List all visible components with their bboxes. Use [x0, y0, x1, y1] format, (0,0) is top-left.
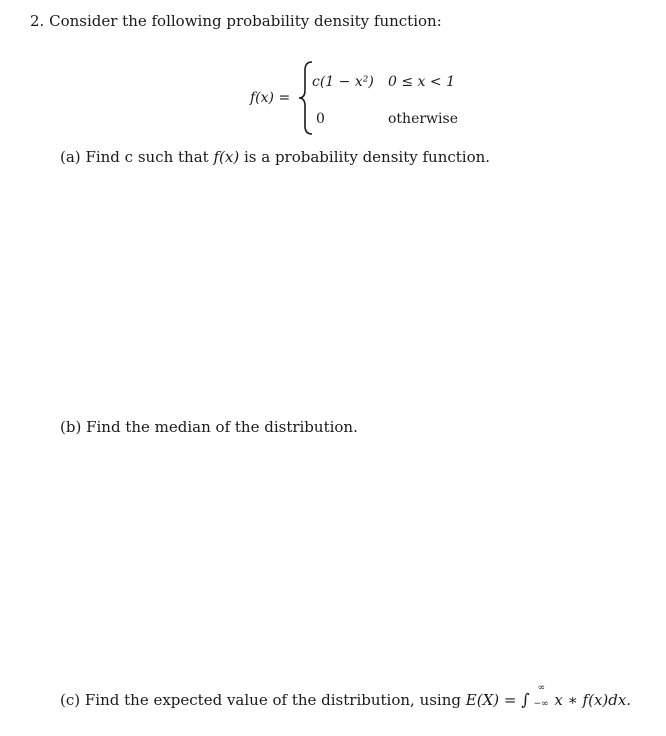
function-label: f(x) = [250, 90, 291, 106]
case1-expression: c(1 − x²) [312, 74, 374, 90]
integral-limits [530, 683, 550, 709]
part-a-label: (a) [60, 148, 81, 166]
part-b [60, 418, 358, 436]
question-header [30, 12, 442, 30]
left-brace-icon [298, 60, 314, 136]
part-b-label: (b) [60, 418, 82, 436]
part-c-math-lhs: E(X) = [465, 691, 517, 709]
part-c [60, 683, 632, 709]
integral-lower-limit: −∞ [533, 699, 549, 709]
part-a-text-after: is a probability density function. [243, 148, 491, 166]
part-c-label: (c) [60, 691, 81, 709]
question-number: 2. [30, 12, 45, 30]
part-a-text-before: Find c such that [85, 148, 209, 166]
case2-condition: otherwise [388, 111, 458, 127]
integral-upper-limit: ∞ [537, 683, 546, 693]
part-c-math-rhs: x ∗ f(x)dx. [554, 691, 632, 709]
integral-symbol: ∫ [521, 690, 530, 709]
part-c-text: Find the expected value of the distribution, using [84, 691, 461, 709]
part-a-math: f(x) [213, 148, 240, 166]
case1-condition: 0 ≤ x < 1 [388, 74, 455, 90]
part-a [60, 148, 490, 166]
case2-expression: 0 [316, 111, 325, 127]
question-prompt: Consider the following probability density function: [49, 12, 442, 30]
part-b-text: Find the median of the distribution. [86, 418, 358, 436]
